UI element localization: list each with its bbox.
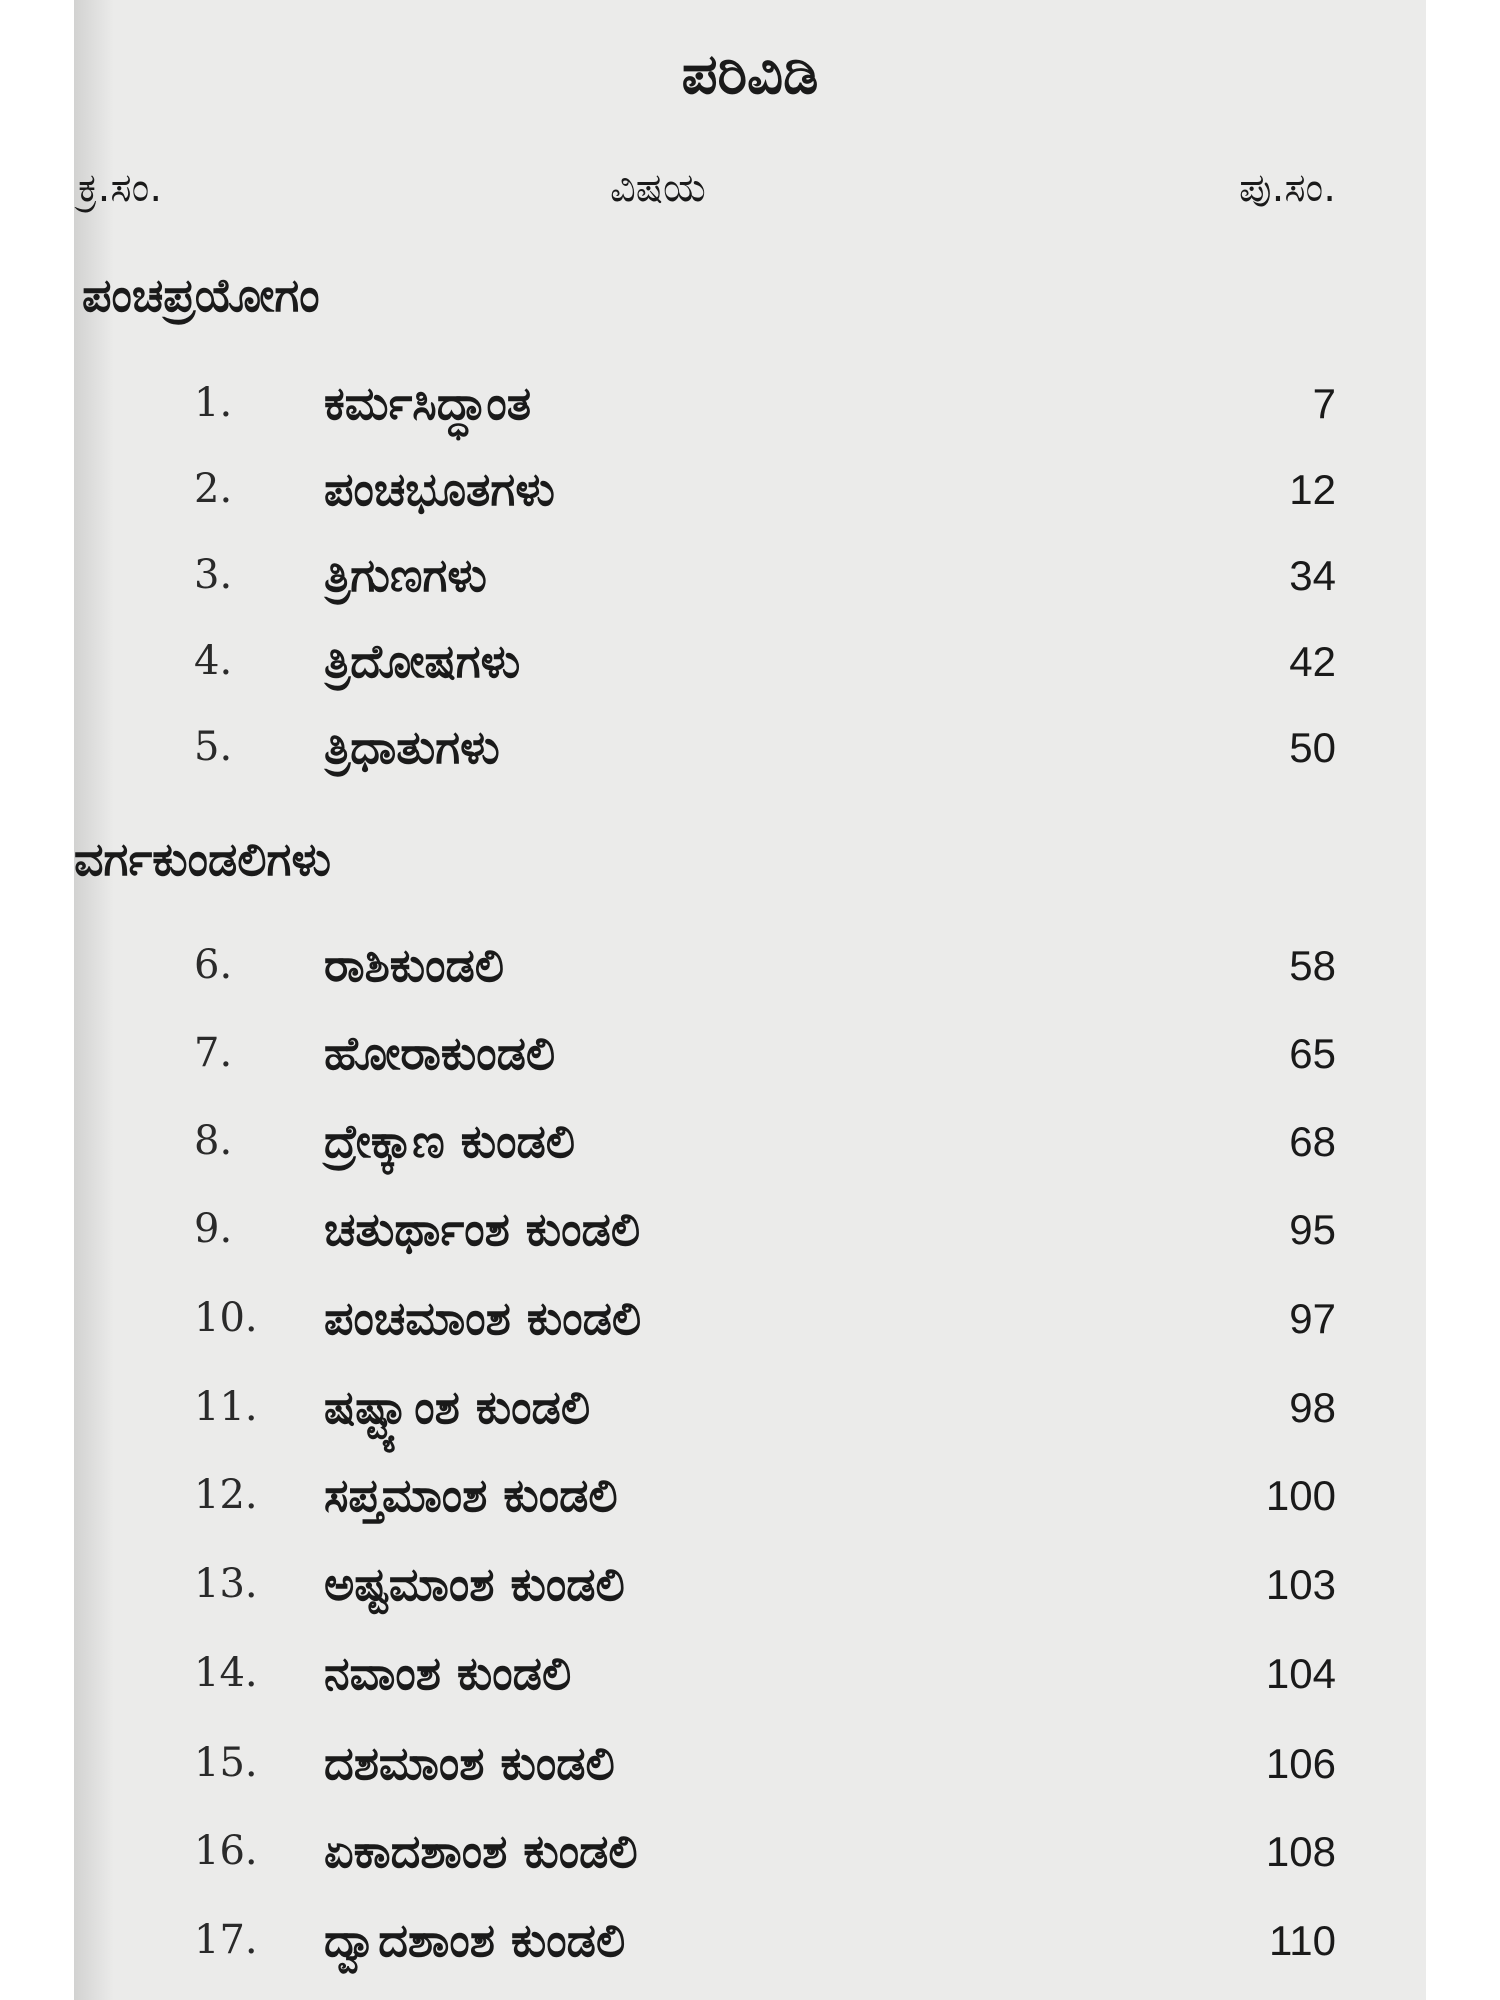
toc-entry-page: 103 <box>1265 1561 1336 1608</box>
toc-entry-title: ನವಾಂಶ ಕುಂಡಲಿ <box>324 1646 572 1700</box>
toc-row <box>74 1202 1426 1276</box>
toc-entry-number: 11. <box>194 1384 258 1430</box>
toc-entry-title: ಏಕಾದಶಾಂಶ ಕುಂಡಲಿ <box>324 1824 638 1878</box>
toc-row <box>74 1736 1426 1810</box>
toc-row <box>74 1557 1426 1631</box>
column-header-subject: ವಿಷಯ <box>610 165 706 211</box>
toc-entry-title: ಸಪ್ತಮಾಂಶ ಕುಂಡಲಿ <box>324 1468 618 1522</box>
toc-entry-number: 7. <box>194 1030 233 1076</box>
toc-entry-page: 34 <box>1289 552 1336 599</box>
toc-entry-number: 15. <box>194 1740 258 1786</box>
toc-entry-title: ಅಷ್ಟಮಾಂಶ ಕುಂಡಲಿ <box>324 1557 625 1611</box>
toc-entry-page: 97 <box>1289 1295 1336 1342</box>
column-header-serial: ಕ್ರ.ಸಂ. <box>78 165 163 211</box>
toc-entry-page: 58 <box>1289 942 1336 989</box>
toc-entry-page: 110 <box>1269 1917 1336 1964</box>
toc-row <box>74 1468 1426 1542</box>
toc-entry-number: 5. <box>194 724 233 770</box>
toc-entry-title: ತ್ರಿಗುಣಗಳು <box>324 548 487 602</box>
toc-entry-title: ದ್ವಾದಶಾಂಶ ಕುಂಡಲಿ <box>324 1913 626 1967</box>
toc-entry-title: ಹೋರಾಕುಂಡಲಿ <box>324 1026 556 1080</box>
section-heading: ವರ್ಗಕುಂಡಲಿಗಳು <box>74 832 332 886</box>
toc-entry-title: ಪಂಚಮಾಂಶ ಕುಂಡಲಿ <box>324 1291 642 1345</box>
toc-entry-page: 50 <box>1289 724 1336 771</box>
toc-entry-title: ತ್ರಿಧಾತುಗಳು <box>324 720 500 774</box>
toc-entry-number: 17. <box>194 1917 258 1963</box>
toc-entry-page: 42 <box>1289 638 1336 685</box>
toc-entry-page: 68 <box>1289 1118 1336 1165</box>
toc-row <box>74 376 1426 450</box>
toc-row <box>74 1913 1426 1987</box>
page-title: ಪರಿವಿಡಿ <box>681 42 819 107</box>
toc-entry-page: 98 <box>1289 1384 1336 1431</box>
toc-entry-title: ರಾಶಿಕುಂಡಲಿ <box>324 938 505 992</box>
toc-entry-title: ಚತುರ್ಥಾಂಶ ಕುಂಡಲಿ <box>324 1202 641 1256</box>
toc-row <box>74 1026 1426 1100</box>
toc-entry-number: 3. <box>194 552 233 598</box>
toc-entry-number: 9. <box>194 1206 233 1252</box>
section-heading: ಪಂಚಪ್ರಯೋಗಂ <box>82 268 320 322</box>
toc-entry-page: 104 <box>1265 1650 1336 1697</box>
toc-row <box>74 548 1426 622</box>
toc-entry-title: ಪಂಚಭೂತಗಳು <box>324 462 555 516</box>
toc-entry-title: ದ್ರೇಕ್ಕಾಣ ಕುಂಡಲಿ <box>324 1114 576 1168</box>
toc-row <box>74 1114 1426 1188</box>
toc-entry-number: 12. <box>194 1472 258 1518</box>
toc-entry-number: 8. <box>194 1118 233 1164</box>
toc-row <box>74 1380 1426 1454</box>
toc-entry-number: 14. <box>194 1650 258 1696</box>
toc-entry-title: ಕರ್ಮಸಿದ್ಧಾಂತ <box>324 376 532 430</box>
toc-entry-title: ಷಷ್ಟ್ಯಾಂಶ ಕುಂಡಲಿ <box>324 1380 591 1434</box>
toc-entry-number: 10. <box>194 1295 258 1341</box>
toc-entry-number: 16. <box>194 1828 258 1874</box>
column-header-page: ಪು.ಸಂ. <box>1239 165 1336 211</box>
toc-entry-page: 12 <box>1289 466 1336 513</box>
toc-entry-number: 6. <box>194 942 233 988</box>
toc-entry-page: 7 <box>1312 380 1336 427</box>
toc-row <box>74 634 1426 708</box>
toc-row <box>74 938 1426 1012</box>
toc-row <box>74 1291 1426 1365</box>
toc-entry-page: 108 <box>1265 1828 1336 1875</box>
toc-entry-page: 95 <box>1289 1206 1336 1253</box>
toc-entry-number: 1. <box>194 380 233 426</box>
toc-entry-title: ತ್ರಿದೋಷಗಳು <box>324 634 521 688</box>
toc-entry-number: 4. <box>194 638 233 684</box>
book-page <box>74 0 1426 2000</box>
toc-entry-number: 13. <box>194 1561 258 1607</box>
toc-entry-page: 100 <box>1265 1472 1336 1519</box>
toc-row <box>74 462 1426 536</box>
toc-entry-number: 2. <box>194 466 233 512</box>
toc-entry-page: 106 <box>1265 1740 1336 1787</box>
toc-row <box>74 1824 1426 1898</box>
toc-entry-title: ದಶಮಾಂಶ ಕುಂಡಲಿ <box>324 1736 615 1790</box>
toc-entry-page: 65 <box>1289 1030 1336 1077</box>
toc-row <box>74 1646 1426 1720</box>
toc-row <box>74 720 1426 794</box>
